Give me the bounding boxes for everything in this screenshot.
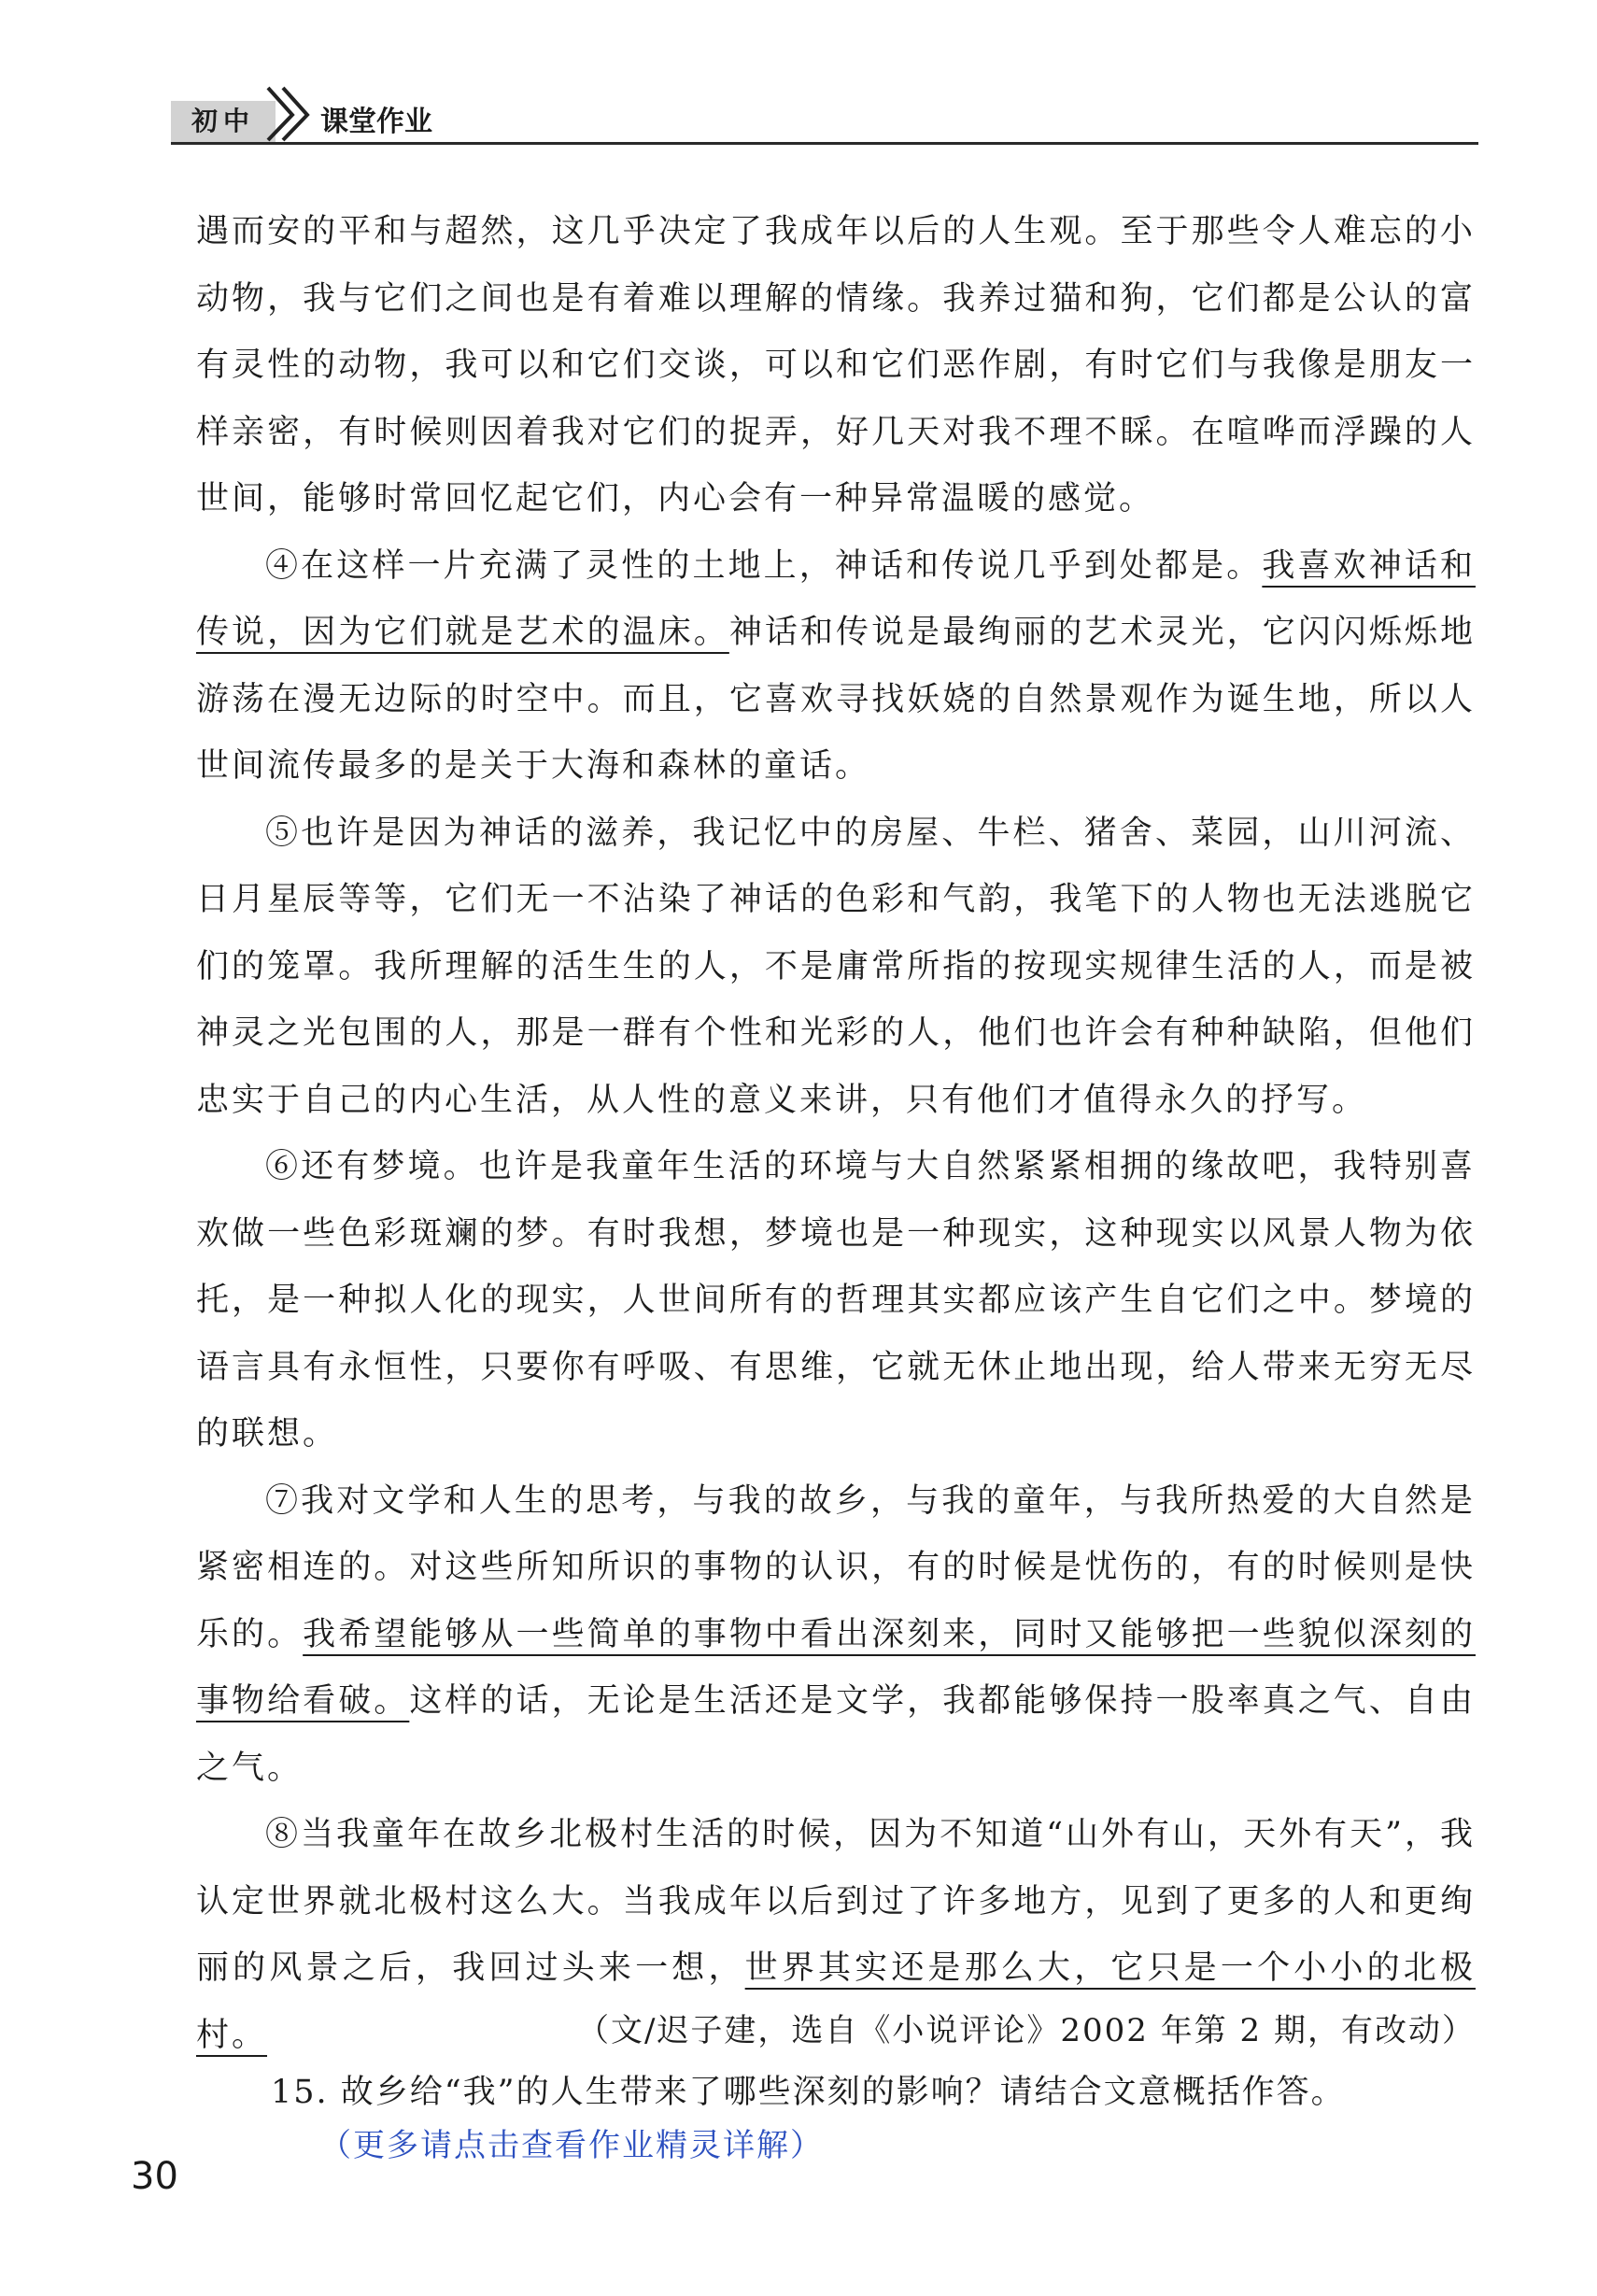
underlined-sentence: 我希望能够从一些简单的事物中看出深刻来，同时又能够把一些貌似深刻的事物给看破。 xyxy=(196,1615,1476,1720)
paragraph-text: ⑤也许是因为神话的滋养，我记忆中的房屋、牛栏、猪舍、菜园，山川河流、日月星辰等等，它们无一不沾染了神话的色彩和气韵，我笔下的人物也无法逃脱它们的笼罩。我所理解的活生生的人，不是庸常所指的按现实规律生活的人，而是被神灵之光包围的人，那是一群有个性和光彩的人，他们也许会有种种缺陷，但他们忠实于自己的内心生活，从人性的意义来讲，只有他们才值得永久的抒写。 xyxy=(196,814,1476,1119)
paragraph-text: 这样的话，无论是生活还是文学，我都能够保持一股率真之气、自由之气。 xyxy=(196,1682,1476,1787)
paragraph xyxy=(196,1468,1476,1803)
paragraph xyxy=(196,1134,1476,1468)
underlined-sentence: 我喜欢神话和传说，因为它们就是艺术的温床。 xyxy=(196,546,1476,651)
double-chevron-icon xyxy=(261,84,317,142)
paragraph xyxy=(196,533,1476,801)
underlined-sentence: 世界其实还是那么大，它只是一个小小的北极村。 xyxy=(196,1949,1476,2054)
paragraph-text: ④在这样一片充满了灵性的土地上，神话和传说几乎到处都是。 xyxy=(265,546,1263,585)
paragraph-text: ⑦我对文学和人生的思考，与我的故乡，与我的童年，与我所热爱的大自然是紧密相连的。对这些所知所识的事物的认识，有的时候是忧伤的，有的时候则是快乐的。 xyxy=(196,1481,1476,1653)
paragraph-text: ⑥还有梦境。也许是我童年生活的环境与大自然紧紧相拥的缘故吧，我特别喜欢做一些色彩斑斓的梦。有时我想，梦境也是一种现实，这种现实以风景人物为依托，是一种拟人化的现实，人世间所有的哲理其实都应该产生自它们之中。梦境的语言具有永恒性，只要你有呼吸、有思维，它就无休止地出现，给人带来无穷无尽的联想。 xyxy=(196,1148,1476,1453)
article-body xyxy=(196,199,1476,2069)
paragraph-text: 遇而安的平和与超然，这几乎决定了我成年以后的人生观。至于那些令人难忘的小动物，我与它们之间也是有着难以理解的情缘。我养过猫和狗，它们都是公认的富有灵性的动物，我可以和它们交谈，可以和它们恶作剧，有时它们与我像是朋友一样亲密，有时候则因着我对它们的捉弄，好几天对我不理不睬。在喧哗而浮躁的人世间，能够时常回忆起它们，内心会有一种异常温暖的感觉。 xyxy=(196,213,1476,517)
paragraph-text: 神话和传说是最绚丽的艺术灵光，它闪闪烁烁地游荡在漫无边际的时空中。而且，它喜欢寻找妖娆的自然景观作为诞生地，所以人世间流传最多的是关于大海和森林的童话。 xyxy=(196,614,1476,785)
page-number: 30 xyxy=(131,2155,178,2198)
level-tag: 初中 xyxy=(171,101,276,142)
more-details-link[interactable]: （更多请点击查看作业精灵详解） xyxy=(319,2127,824,2164)
paragraph xyxy=(196,199,1476,533)
section-title: 课堂作业 xyxy=(320,106,432,138)
source-citation: （文/迟子建，选自《小说评论》2002 年第 2 期，有改动） xyxy=(576,2012,1476,2049)
paragraph-text: ⑧当我童年在故乡北极村生活的时候，因为不知道“山外有山，天外有天”，我认定世界就北极村这么大。当我成年以后到过了许多地方，见到了更多的人和更绚丽的风景之后，我回过头来一想， xyxy=(196,1816,1476,1987)
question-15: 15. 故乡给“我”的人生带来了哪些深刻的影响？请结合文意概括作答。 xyxy=(271,2074,1346,2111)
page-header xyxy=(171,93,1478,148)
paragraph xyxy=(196,801,1476,1135)
header-rule xyxy=(171,142,1478,145)
